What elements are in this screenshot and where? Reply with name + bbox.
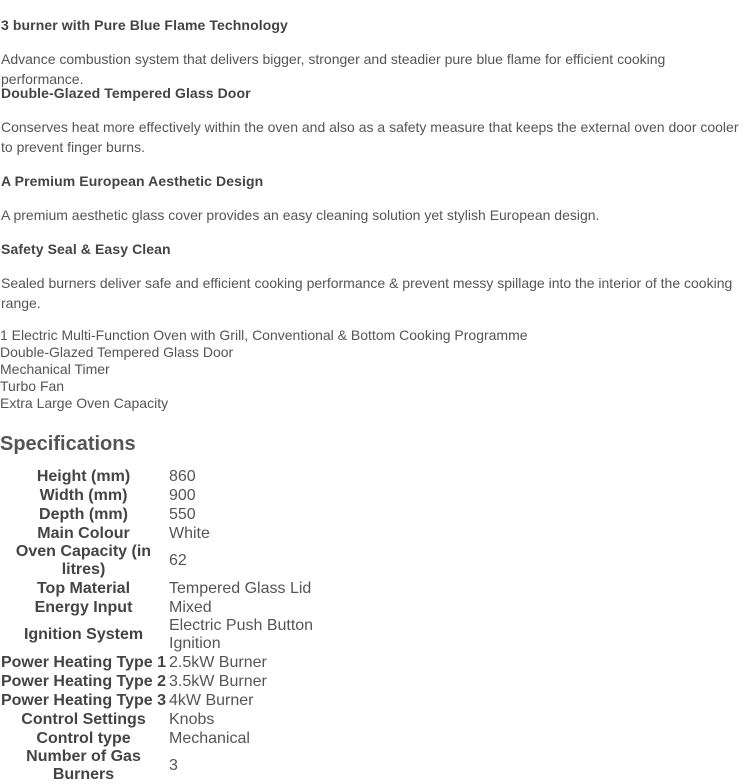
feature-title-european-design: A Premium European Aesthetic Design xyxy=(1,173,264,189)
feature-title-safety-seal: Safety Seal & Easy Clean xyxy=(1,241,171,257)
spec-label: Control Settings xyxy=(21,710,146,728)
spec-label: Main Colour xyxy=(37,524,130,542)
spec-label: Oven Capacity (in litres) xyxy=(15,543,152,578)
spec-label: Power Heating Type 3 xyxy=(0,691,167,709)
spec-label: Ignition System xyxy=(23,626,144,643)
spec-value: Mechanical xyxy=(169,729,250,747)
table-row xyxy=(0,486,319,505)
feature-title-glass-door: Double-Glazed Tempered Glass Door xyxy=(1,85,251,101)
spec-value: 550 xyxy=(169,505,196,523)
spec-label: Power Heating Type 1 xyxy=(0,653,167,671)
spec-value: White xyxy=(169,524,210,542)
spec-value: 4kW Burner xyxy=(169,691,254,709)
feature-title-pure-blue-flame: 3 burner with Pure Blue Flame Technology xyxy=(1,17,288,33)
spec-label: Power Heating Type 2 xyxy=(0,672,167,690)
table-row xyxy=(0,543,319,579)
spec-label: Energy Input xyxy=(34,598,133,616)
spec-value: Knobs xyxy=(169,710,215,728)
table-row xyxy=(0,467,319,486)
highlight-item: 1 Electric Multi-Function Oven with Grill, Conventional & Bottom Cooking Programme xyxy=(0,327,528,343)
spec-value: 900 xyxy=(169,486,196,504)
spec-label: Height (mm) xyxy=(36,467,131,485)
highlight-item: Mechanical Timer xyxy=(0,361,110,377)
spec-value: Electric Push Button Ignition xyxy=(169,617,314,652)
spec-value: 3.5kW Burner xyxy=(169,672,267,690)
spec-value: Tempered Glass Lid xyxy=(169,579,312,597)
table-row xyxy=(0,691,319,710)
table-row xyxy=(0,505,319,524)
specifications-table xyxy=(0,467,319,784)
spec-value: 2.5kW Burner xyxy=(169,653,267,671)
table-row xyxy=(0,710,319,729)
table-row xyxy=(0,524,319,543)
spec-value: Mixed xyxy=(169,598,212,616)
highlight-item: Double-Glazed Tempered Glass Door xyxy=(0,344,234,360)
spec-value: 62 xyxy=(169,552,187,569)
feature-description-safety-seal: Sealed burners deliver safe and efficient cooking performance & prevent messy spillage into the interior of the cooking range. xyxy=(1,275,733,311)
spec-label: Width (mm) xyxy=(39,486,128,504)
spec-value: 3 xyxy=(169,757,178,774)
feature-description-european-design: A premium aesthetic glass cover provides an easy cleaning solution yet stylish European design. xyxy=(1,207,600,223)
highlight-item: Extra Large Oven Capacity xyxy=(0,395,169,411)
table-row xyxy=(0,653,319,672)
table-row xyxy=(0,748,319,784)
table-row xyxy=(0,672,319,691)
highlight-item: Turbo Fan xyxy=(0,378,65,394)
spec-label: Depth (mm) xyxy=(39,505,128,523)
spec-label: Top Material xyxy=(36,579,131,597)
feature-description-pure-blue-flame: Advance combustion system that delivers bigger, stronger and steadier pure blue flame for efficient cooking performance. xyxy=(1,51,666,87)
highlights-list xyxy=(0,327,528,412)
spec-value: 860 xyxy=(169,467,196,485)
table-row xyxy=(0,729,319,748)
specifications-heading: Specifications xyxy=(0,433,136,455)
spec-label: Number of Gas Burners xyxy=(26,748,141,783)
table-row xyxy=(0,598,319,617)
table-row xyxy=(0,617,319,653)
spec-label: Control type xyxy=(36,729,131,747)
table-row xyxy=(0,579,319,598)
feature-description-glass-door: Conserves heat more effectively within the oven and also as a safety measure that keeps the external oven door cooler to prevent finger burns. xyxy=(1,119,739,155)
